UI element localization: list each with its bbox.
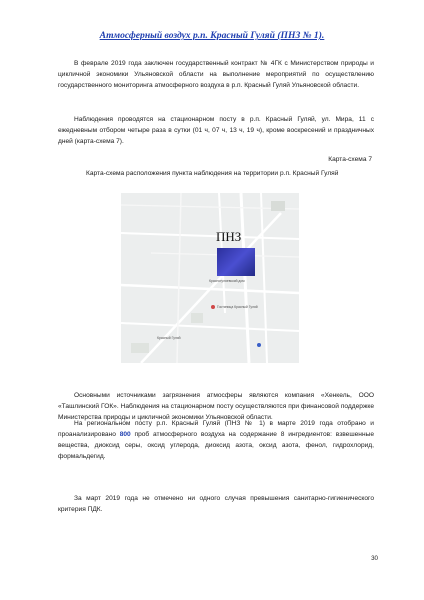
pnz-label: ПНЗ <box>216 229 242 244</box>
map-label-house: Красногуляевский дом <box>209 279 245 283</box>
paragraph-observations <box>58 114 374 147</box>
scheme-label: Карта-схема 7 <box>328 156 372 163</box>
page-title: Атмосферный воздух р.п. Красный Гуляй (ПНЗ № 1). <box>99 30 325 41</box>
map-label-hotel: Гостиница Красный Гуляй <box>217 305 258 309</box>
location-map <box>121 193 299 363</box>
pnz-marker <box>217 248 255 276</box>
paragraph-conclusion-text: За март 2019 года не отмечено ни одного случая превышения санитарно-гигиенического критерия ПДК. <box>58 495 374 513</box>
paragraph-observations-text: Наблюдения проводятся на стационарном посту в р.п. Красный Гуляй, ул. Мира, 11 с ежедневным отбором четыре раза в сутки (01 ч, 07 ч, 13 ч, 19 ч), кроме воскресений и праздничных дней (карта-схема 7). <box>58 116 374 145</box>
paragraph-samples-after: проб атмосферного воздуха на содержание 8 ингредиентов: взвешенные вещества, диоксид серы, оксид углерода, диоксид азота, оксид азота, фенол, гидрохлорид, формальдегид. <box>58 431 374 460</box>
map-streets <box>121 193 299 363</box>
paragraph-samples <box>58 418 374 462</box>
page-number: 30 <box>371 555 378 562</box>
paragraph-conclusion <box>58 493 374 515</box>
map-pin-hotel <box>211 305 215 309</box>
map-label-settlement: Красный Гуляй <box>157 336 181 340</box>
paragraph-contract <box>58 58 374 91</box>
paragraph-sources-text: Основными источниками загрязнения атмосферы являются компания «Хенкель, ООО «Ташлинский ГОК». Наблюдения на стационарном посту осуществляются при финансовой поддержке Министерства природы и цикличной экономики Ульяновской области. <box>58 392 374 421</box>
paragraph-samples-before: На региональном посту р.п. Красный Гуляй (ПНЗ № 1) в марте 2019 года отобрано и проанализировано <box>58 420 374 438</box>
paragraph-contract-text: В феврале 2019 года заключен государственный контракт № 4ГК с Министерством природы и цикличной экономики Ульяновской области на выполнение мероприятий по осуществлению государственного мониторинга атмосферного воздуха в р.п. Красный Гуляй Ульяновской области. <box>58 60 374 89</box>
samples-count: 800 <box>119 431 131 438</box>
map-pin-poi <box>257 343 261 347</box>
map-caption: Карта-схема расположения пункта наблюдения на территории р.п. Красный Гуляй <box>86 170 339 177</box>
